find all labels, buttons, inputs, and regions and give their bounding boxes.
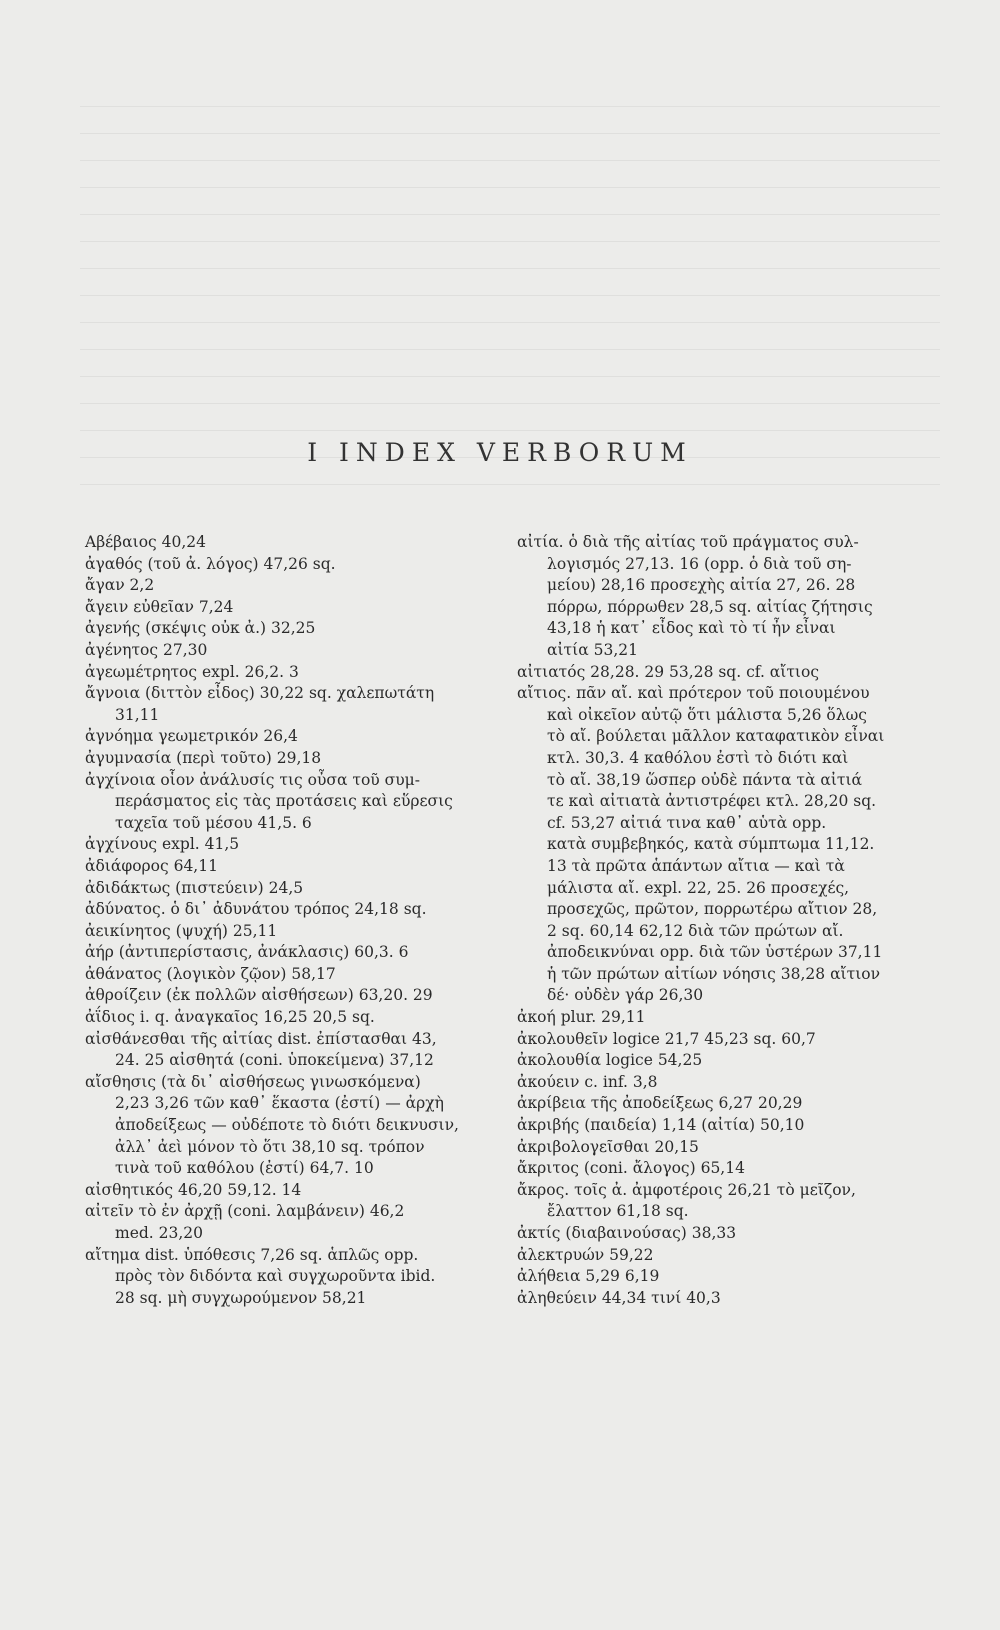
index-line: κατὰ συμβεβηκός, κατὰ σύμπτωμα 11,12. [547, 835, 875, 854]
index-line: αἰτία. ὁ διὰ τῆς αἰτίας τοῦ πράγματος συλ- [517, 533, 859, 551]
index-line: ἀγεωμέτρητος expl. 26,2. 3 [85, 662, 299, 681]
index-line: ἀγυμνασία (περὶ τοῦτο) 29,18 [85, 748, 322, 767]
index-line: ἀλήθεια 5,29 6,19 [517, 1267, 660, 1286]
index-line: ἀγαθός (τοῦ ἀ. λόγος) 47,26 sq. [85, 554, 336, 573]
index-line: ἀκοή plur. 29,11 [517, 1008, 646, 1027]
index-line: 31,11 [115, 705, 160, 724]
right-column [517, 532, 909, 1309]
index-line: ἀληθεύειν 44,34 τινί 40,3 [517, 1288, 721, 1307]
left-column [85, 532, 485, 1309]
index-line: ἀγένητος 27,30 [85, 640, 208, 659]
index-line: ἀγνόημα γεωμετρικόν 26,4 [85, 727, 298, 746]
index-line: ἄγνοια (διττὸν εἶδος) 30,22 sq. χαλεπωτάτη [85, 684, 435, 703]
index-line: περάσματος εἰς τὰς προτάσεις καὶ εὕρεσις [115, 792, 453, 811]
index-line: cf. 53,27 αἰτιά τινα καθ᾽ αὑτὰ opp. [547, 813, 827, 832]
index-line: λογισμός 27,13. 16 (opp. ὁ διὰ τοῦ ση- [547, 554, 852, 573]
index-line: κτλ. 30,3. 4 καθόλου ἐστὶ τὸ διότι καὶ [547, 748, 849, 767]
index-line: ἀθάνατος (λογικὸν ζῷον) 58,17 [85, 964, 336, 983]
index-line: 43,18 ἡ κατ᾽ εἶδος καὶ τὸ τί ἦν εἶναι [547, 619, 836, 638]
index-line: αἰτιατός 28,28. 29 53,28 sq. cf. αἴτιος [517, 662, 820, 681]
index-line: ἀγχίνοια οἷον ἀνάλυσίς τις οὖσα τοῦ συμ- [85, 770, 420, 789]
index-line: 2,23 3,26 τῶν καθ᾽ ἕκαστα (ἐστί) — ἀρχὴ [115, 1094, 444, 1113]
index-line: ἀποδείξεως — οὐδέποτε τὸ διότι δεικνυσιν, [115, 1116, 459, 1135]
index-line: μείου) 28,16 προσεχὴς αἰτία 27, 26. 28 [547, 576, 856, 595]
index-line: ἄγαν 2,2 [85, 576, 155, 595]
index-line: τὸ αἴ. 38,19 ὥσπερ οὐδὲ πάντα τὰ αἰτιά [547, 770, 863, 789]
index-line: μάλιστα αἴ. expl. 22, 25. 26 προσεχές, [547, 878, 850, 897]
index-line: ἀλλ᾽ ἀεὶ μόνον τὸ ὅτι 38,10 sq. τρόπον [115, 1137, 425, 1156]
index-line: ἔλαττον 61,18 sq. [547, 1202, 689, 1221]
index-line: πόρρω, πόρρωθεν 28,5 sq. αἰτίας ζήτησις [547, 597, 873, 616]
index-line: ἄγειν εὐθεῖαν 7,24 [85, 597, 234, 616]
index-line: ἀθροίζειν (ἐκ πολλῶν αἰσθήσεων) 63,20. 29 [85, 986, 433, 1005]
index-line: αἰσθητικός 46,20 59,12. 14 [85, 1180, 302, 1199]
index-line: αἰτεῖν τὸ ἐν ἀρχῇ (coni. λαμβάνειν) 46,2 [85, 1202, 405, 1221]
index-line: ἀδιδάκτως (πιστεύειν) 24,5 [85, 878, 304, 897]
index-line: ἀΐδιος i. q. ἀναγκαῖος 16,25 20,5 sq. [85, 1008, 375, 1027]
index-line: ἀλεκτρυών 59,22 [517, 1245, 654, 1264]
index-title: I INDEX VERBORUM [307, 438, 693, 467]
index-line: med. 23,20 [115, 1224, 204, 1242]
index-line: τε καὶ αἰτιατὰ ἀντιστρέφει κτλ. 28,20 sq. [547, 792, 877, 811]
index-line: πρὸς τὸν διδόντα καὶ συγχωροῦντα ibid. [115, 1267, 436, 1286]
index-line: ἀποδεικνύναι opp. διὰ τῶν ὑστέρων 37,11 [547, 943, 883, 962]
index-line: αἴτημα dist. ὑπόθεσις 7,26 sq. ἁπλῶς opp. [85, 1245, 419, 1264]
index-line: 13 τὰ πρῶτα ἁπάντων αἴτια — καὶ τὰ [547, 856, 845, 875]
show-through-bleed [80, 80, 940, 580]
index-line: ἀκριβολογεῖσθαι 20,15 [517, 1137, 699, 1156]
index-line: δέ· οὐδὲν γάρ 26,30 [547, 986, 704, 1005]
index-line: τινὰ τοῦ καθόλου (ἐστί) 64,7. 10 [115, 1159, 374, 1178]
index-line: καὶ οἰκεῖον αὐτῷ ὅτι μάλιστα 5,26 ὅλως [547, 705, 867, 724]
index-line: 24. 25 αἰσθητά (coni. ὑποκείμενα) 37,12 [115, 1051, 434, 1070]
index-line: Αβέβαιος 40,24 [85, 533, 207, 551]
index-line: τὸ αἴ. βούλεται μᾶλλον καταφατικὸν εἶναι [547, 727, 885, 746]
index-line: ἀκούειν c. inf. 3,8 [517, 1072, 658, 1091]
index-line: ἀήρ (ἀντιπερίστασις, ἀνάκλασις) 60,3. 6 [85, 943, 409, 962]
index-line: ταχεῖα τοῦ μέσου 41,5. 6 [115, 813, 312, 832]
index-line: ἀκτίς (διαβαινούσας) 38,33 [517, 1224, 737, 1242]
index-line: αἰτία 53,21 [547, 640, 638, 659]
index-line: ἀδύνατος. ὁ δι᾽ ἀδυνάτου τρόπος 24,18 sq. [85, 900, 427, 919]
index-line: ἀγενής (σκέψις οὐκ ἀ.) 32,25 [85, 619, 316, 638]
index-line: αἰσθάνεσθαι τῆς αἰτίας dist. ἐπίστασθαι 43, [85, 1029, 437, 1048]
index-line: ἄκρος. τοῖς ἀ. ἀμφοτέροις 26,21 τὸ μεῖζον, [517, 1180, 856, 1199]
index-line: προσεχῶς, πρῶτον, πορρωτέρω αἴτιον 28, [547, 900, 878, 919]
index-line: ἀκολουθεῖν logice 21,7 45,23 sq. 60,7 [517, 1029, 816, 1048]
index-line: αἴσθησις (τὰ δι᾽ αἰσθήσεως γινωσκόμενα) [85, 1072, 421, 1091]
index-line: ἀκολουθία logice 54,25 [517, 1051, 703, 1070]
index-line: ἀδιάφορος 64,11 [85, 856, 218, 875]
index-line: ἀγχίνους expl. 41,5 [85, 835, 240, 854]
index-line: αἴτιος. πᾶν αἴ. καὶ πρότερον τοῦ ποιουμένου [517, 684, 870, 703]
index-line: ἄκριτος (coni. ἄλογος) 65,14 [517, 1159, 745, 1178]
index-line: ἀεικίνητος (ψυχή) 25,11 [85, 921, 278, 940]
index-line: 2 sq. 60,14 62,12 διὰ τῶν πρώτων αἴ. [547, 921, 844, 940]
index-line: 28 sq. μὴ συγχωρούμενον 58,21 [115, 1288, 367, 1307]
index-line: ἀκριβής (παιδεία) 1,14 (αἰτία) 50,10 [517, 1116, 805, 1135]
index-line: ἀκρίβεια τῆς ἀποδείξεως 6,27 20,29 [517, 1094, 803, 1113]
index-line: ἡ τῶν πρώτων αἰτίων νόησις 38,28 αἴτιον [547, 964, 881, 983]
